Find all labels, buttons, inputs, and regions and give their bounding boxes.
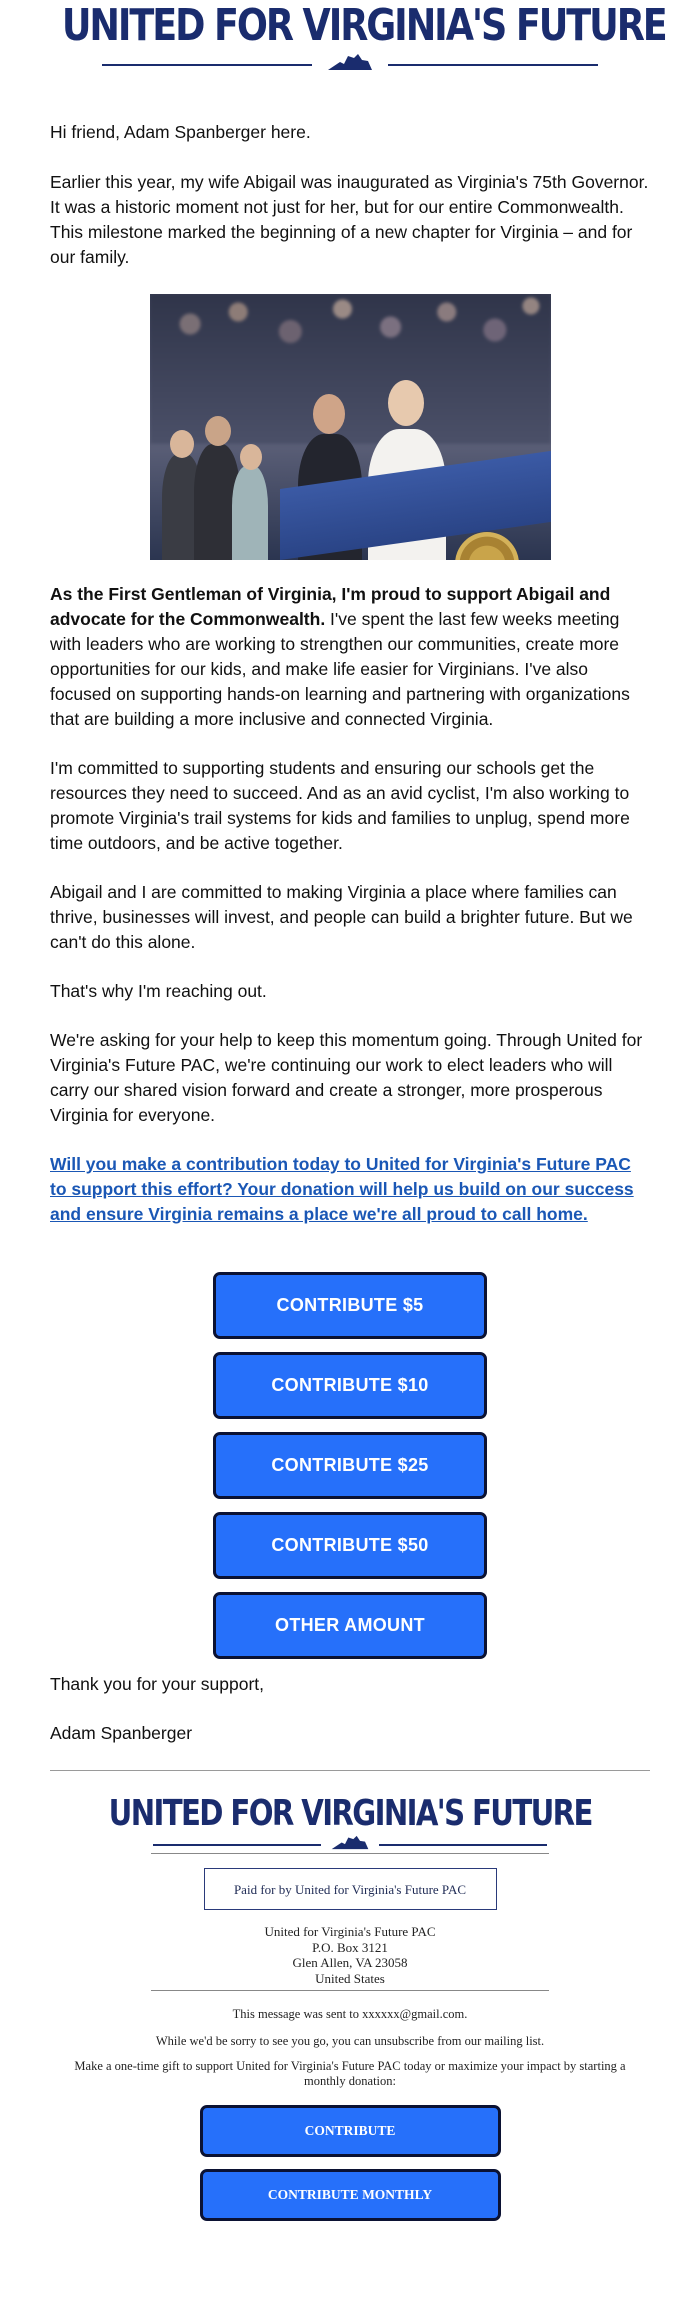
monthly-pitch: Make a one-time gift to support United for Virginia's Future PAC today or maximize your impact by starting a monthly donation: xyxy=(74,2059,626,2088)
logo-wordmark: UNITED FOR VIRGINIA'S FUTURE xyxy=(61,0,666,51)
inauguration-photo xyxy=(150,294,551,560)
paragraph-2 xyxy=(50,582,650,732)
footer-logo-wordmark: UNITED FOR VIRGINIA'S FUTURE xyxy=(108,1793,592,1834)
address-line: United States xyxy=(315,1970,385,1986)
address-line: P.O. Box 3121 xyxy=(312,1939,388,1955)
footer xyxy=(0,1793,700,2221)
closing: Thank you for your support, xyxy=(50,1674,264,1694)
contribute-25-button[interactable]: CONTRIBUTE $25 xyxy=(213,1432,487,1499)
footer-contribute-monthly-button[interactable]: CONTRIBUTE MONTHLY xyxy=(200,2169,501,2221)
contribute-5-button[interactable]: CONTRIBUTE $5 xyxy=(213,1272,487,1339)
mailing-address xyxy=(0,1924,700,1986)
footer-rule-bottom xyxy=(151,1990,549,1991)
contribution-link[interactable]: Will you make a contribution today to United for Virginia's Future PAC to support this effort? Your donation will help us build on our success and ensure Virginia remains a place we're all proud to call home. xyxy=(50,1154,634,1224)
footer-virginia-state-icon xyxy=(330,1834,370,1851)
address-line: Glen Allen, VA 23058 xyxy=(292,1955,408,1970)
paragraph-2-rest: I've spent the last few weeks meeting with leaders who are working to strengthen our communities, create more opportunities for our kids, and make life easier for Virginians. I've also focused on supporting hands-on learning and partnering with organizations that are building a more inclusive and connected Virginia. xyxy=(50,609,630,729)
paragraph-5: That's why I'm reaching out. xyxy=(50,981,267,1001)
paid-for-by-box: Paid for by United for Virginia's Future PAC xyxy=(204,1868,497,1910)
signature: Adam Spanberger xyxy=(50,1723,193,1743)
paragraph-1: Earlier this year, my wife Abigail was inaugurated as Virginia's 75th Governor. It was a historic moment not just for her, but for our entire Commonwealth. This milestone marked the beginning of a new chapter for Virginia – and for our family. xyxy=(50,172,649,267)
sent-to-notice: This message was sent to xxxxxx@gmail.com. xyxy=(232,2007,468,2021)
header-logo xyxy=(0,0,700,74)
unsubscribe-notice[interactable]: While we'd be sorry to see you go, you can unsubscribe from our mailing list. xyxy=(155,2034,545,2048)
footer-divider xyxy=(50,1770,650,1771)
address-line: United for Virginia's Future PAC xyxy=(264,1924,436,1939)
footer-logo-rule xyxy=(153,1833,547,1853)
footer-logo xyxy=(0,1793,700,1853)
logo-rule xyxy=(102,50,598,74)
other-amount-button[interactable]: OTHER AMOUNT xyxy=(213,1592,487,1659)
paragraph-2-bold: As the First Gentleman of Virginia, I'm proud to support Abigail and advocate for the Commonwealth. xyxy=(50,584,611,629)
contribute-10-button[interactable]: CONTRIBUTE $10 xyxy=(213,1352,487,1419)
footer-rule-top xyxy=(151,1853,549,1854)
greeting: Hi friend, Adam Spanberger here. xyxy=(50,122,311,142)
footer-contribute-button[interactable]: CONTRIBUTE xyxy=(200,2105,501,2157)
virginia-state-icon xyxy=(326,52,374,72)
paragraph-4: Abigail and I are committed to making Virginia a place where families can thrive, businesses will invest, and people can build a brighter future. But we can't do this alone. xyxy=(50,882,633,952)
contribute-50-button[interactable]: CONTRIBUTE $50 xyxy=(213,1512,487,1579)
paragraph-3: I'm committed to supporting students and ensuring our schools get the resources they need to succeed. And as an avid cyclist, I'm also working to promote Virginia's trail systems for kids and families to unplug, spend more time outdoors, and be active together. xyxy=(50,758,630,853)
email-body xyxy=(0,120,700,1746)
paragraph-6: We're asking for your help to keep this momentum going. Through United for Virginia's Future PAC, we're continuing our work to elect leaders who will carry our shared vision forward and create a stronger, more prosperous Virginia for everyone. xyxy=(50,1030,643,1125)
